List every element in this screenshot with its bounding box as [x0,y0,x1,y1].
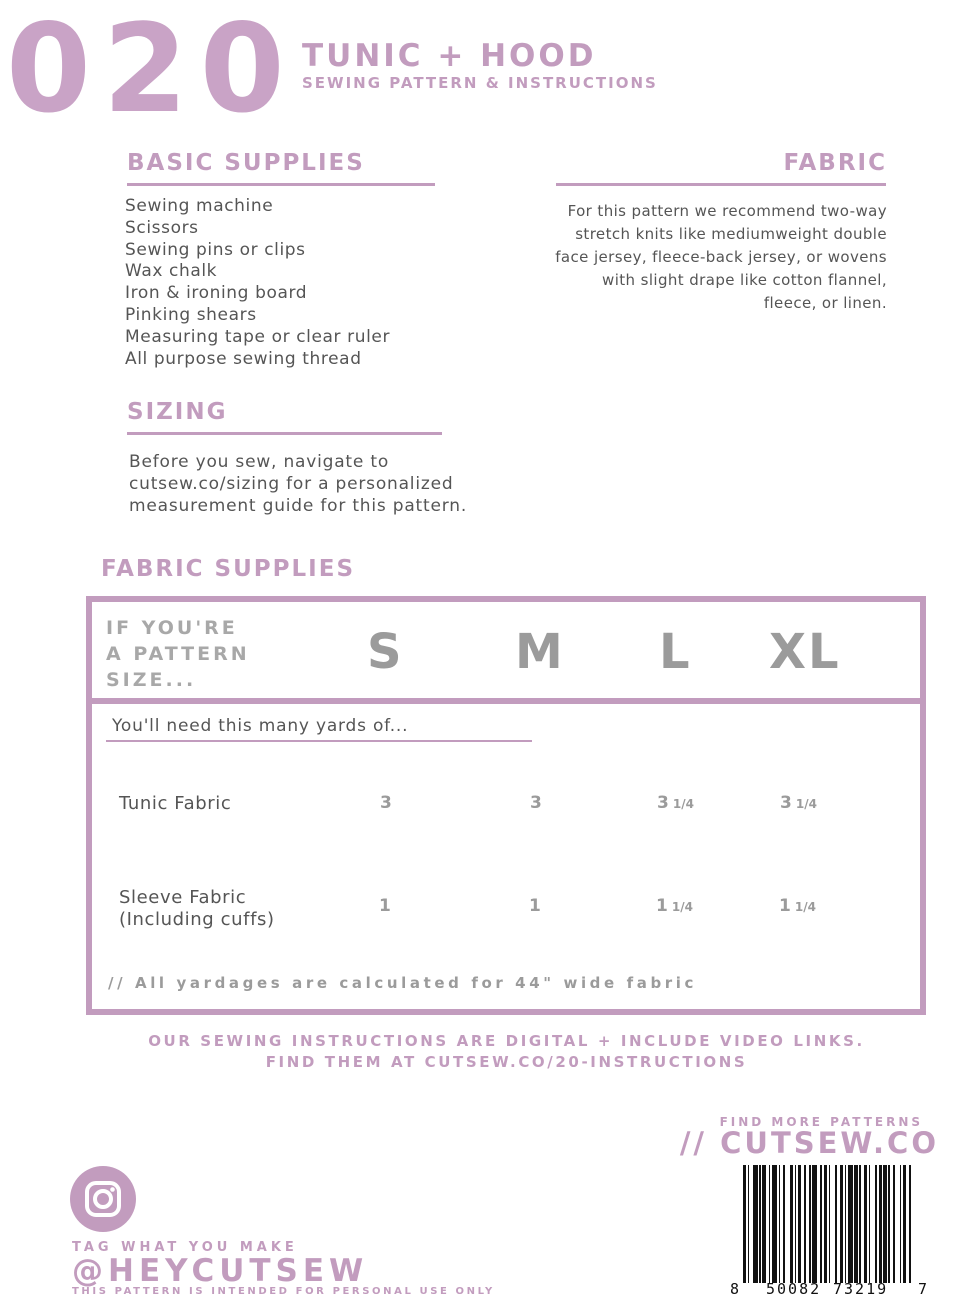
size-prompt [106,615,250,693]
supply-item: Pinking shears [125,304,257,325]
disclaimer: THIS PATTERN IS INTENDED FOR PERSONAL USE ONLY [72,1286,495,1297]
sleeve-qty-s: 1 [379,896,391,916]
barcode-digit-group-1: 50082 [766,1280,822,1298]
instructions-note-line2: FIND THEM AT CUTSEW.CO/20-INSTRUCTIONS [265,1053,748,1071]
supply-item: Scissors [125,217,199,238]
size-header-l: L [659,624,692,680]
tunic-qty-m: 3 [530,793,542,813]
supply-item: Sewing machine [125,196,274,216]
size-prompt-line: SIZE... [106,669,197,691]
yardage-intro: You'll need this many yards of... [112,716,409,736]
basic-supplies-heading: BASIC SUPPLIES [127,150,365,176]
barcode-digit-trail: 7 [918,1280,928,1298]
yardage-footnote: // All yardages are calculated for 44" wide fabric [108,974,698,992]
sizing-line: measurement guide for this pattern. [129,496,468,516]
fabric-line: fleece, or linen. [763,294,887,312]
pattern-subtitle: SEWING PATTERN & INSTRUCTIONS [302,74,658,92]
fabric-line: face jersey, fleece-back jersey, or wovens [555,248,887,266]
fabric-supplies-heading: FABRIC SUPPLIES [101,556,356,582]
barcode-space [911,1165,913,1283]
barcode-digits [730,1280,930,1300]
supply-item: All purpose sewing thread [125,348,362,369]
supply-item: Measuring tape or clear ruler [125,326,391,347]
sizing-heading: SIZING [127,399,228,425]
sizing-line: cutsew.co/sizing for a personalized [129,474,454,494]
social-handle[interactable]: @HEYCUTSEW [72,1253,369,1289]
sizing-text [129,451,467,517]
tag-label: TAG WHAT YOU MAKE [72,1240,298,1255]
find-more-label: FIND MORE PATTERNS [719,1115,923,1129]
sleeve-qty-l: 1 1/4 [656,896,693,916]
fabric-description [487,200,887,315]
tunic-qty-l: 3 1/4 [657,793,694,813]
pattern-number: 020 [6,0,297,140]
tunic-qty-s: 3 [380,793,392,813]
sizing-rule [127,432,442,435]
supply-item: Iron & ironing board [125,283,308,304]
row-label-line: (Including cuffs) [119,909,275,930]
tunic-fabric-label [119,793,231,815]
basic-supplies-list [125,196,390,370]
sleeve-qty-m: 1 [529,896,541,916]
size-header-s: S [367,624,404,680]
fabric-line: with slight drape like cotton flannel, [602,271,887,289]
barcode-digit-lead: 8 [730,1280,740,1298]
supply-item: Wax chalk [125,261,218,282]
size-header-m: M [515,624,565,680]
barcode-digit-group-2: 73219 [833,1280,889,1298]
sizing-line: Before you sew, navigate to [129,452,390,472]
row-label-line: Sleeve Fabric [119,887,247,908]
supply-item: Sewing pins or clips [125,239,306,260]
size-prompt-line: IF YOU'RE [106,617,238,639]
yardage-table-box [86,698,926,1015]
barcode [743,1165,913,1283]
instructions-note-line1: OUR SEWING INSTRUCTIONS ARE DIGITAL + INCLUDE VIDEO LINKS. [148,1032,865,1050]
fabric-line: stretch knits like mediumweight double [575,225,887,243]
sleeve-fabric-label [119,887,275,931]
sleeve-qty-xl: 1 1/4 [779,896,816,916]
fabric-heading: FABRIC [783,150,887,176]
tunic-qty-xl: 3 1/4 [780,793,817,813]
pattern-title: TUNIC + HOOD [302,38,597,74]
row-label-line: Tunic Fabric [119,793,232,814]
size-prompt-line: A PATTERN [106,643,250,665]
instagram-glyph [70,1166,136,1232]
basic-supplies-rule [127,183,435,186]
fabric-rule [556,183,886,186]
fabric-line: For this pattern we recommend two-way [567,202,887,220]
instagram-icon[interactable] [70,1166,136,1232]
yardage-intro-rule [106,740,532,742]
cutsew-link[interactable]: // CUTSEW.CO [679,1126,939,1160]
size-header-xl: XL [769,624,841,680]
